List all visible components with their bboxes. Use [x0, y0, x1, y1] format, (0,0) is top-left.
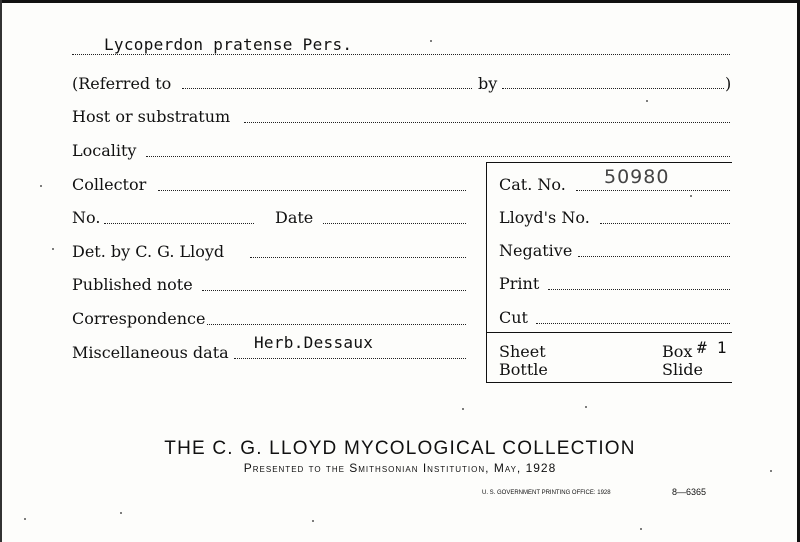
det-label: Det. by C. G. Lloyd: [72, 242, 225, 261]
scan-speck: [770, 470, 772, 472]
published-label: Published note: [72, 275, 193, 294]
species-line: [72, 54, 730, 55]
scan-speck: [52, 248, 54, 250]
cat-no-line: [576, 190, 730, 191]
form-number: 8—6365: [672, 487, 707, 497]
date-label: Date: [275, 208, 314, 227]
host-line: [244, 122, 730, 123]
cut-label: Cut: [499, 308, 528, 327]
referred-to-label: (Referred to: [72, 74, 172, 93]
correspondence-line: [207, 324, 466, 325]
cat-no-label: Cat. No.: [499, 175, 566, 194]
panel-bottom-border: [486, 382, 732, 383]
scan-speck: [640, 528, 642, 530]
box-label: Box: [662, 342, 693, 361]
bottle-label: Bottle: [499, 360, 548, 379]
card-top-edge: [0, 0, 800, 3]
panel-top-border: [486, 162, 732, 163]
no-label: No.: [72, 208, 101, 227]
det-line: [250, 257, 466, 258]
collection-title: THE C. G. LLOYD MYCOLOGICAL COLLECTION: [164, 438, 636, 459]
locality-label: Locality: [72, 141, 137, 160]
box-value: # 1: [697, 338, 727, 357]
correspondence-label: Correspondence: [72, 309, 206, 328]
locality-line: [146, 156, 730, 157]
scan-speck: [462, 408, 464, 410]
sheet-label: Sheet: [499, 342, 546, 361]
collection-subtitle: Presented to the Smithsonian Institution, May, 1928: [243, 461, 557, 475]
host-label: Host or substratum: [72, 107, 231, 126]
no-line: [104, 223, 254, 224]
scan-speck: [585, 406, 587, 408]
printer-imprint: U. S. GOVERNMENT PRINTING OFFICE: 1928: [482, 490, 611, 496]
misc-value: Herb.Dessaux: [254, 333, 374, 352]
scan-speck: [40, 185, 42, 187]
scan-speck: [430, 40, 432, 42]
scan-speck: [120, 512, 122, 514]
scan-speck: [646, 100, 648, 102]
negative-line: [578, 256, 730, 257]
cut-line: [536, 323, 730, 324]
cat-no-value: 50980: [604, 166, 670, 188]
collector-label: Collector: [72, 175, 147, 194]
print-line: [548, 289, 730, 290]
lloyds-no-label: Lloyd's No.: [499, 208, 590, 227]
referred-to-line: [182, 88, 472, 89]
by-label: by: [478, 74, 498, 93]
slide-label: Slide: [662, 360, 703, 379]
misc-line: [234, 358, 466, 359]
scan-speck: [312, 520, 314, 522]
scan-speck: [24, 518, 26, 520]
by-line: [502, 88, 724, 89]
lloyds-no-line: [600, 223, 730, 224]
collector-line: [158, 190, 466, 191]
panel-divider: [486, 332, 732, 333]
panel-left-border: [486, 162, 487, 382]
published-line: [202, 290, 466, 291]
close-paren: ): [725, 74, 732, 93]
negative-label: Negative: [499, 241, 573, 260]
scan-speck: [690, 195, 692, 197]
species-name: Lycoperdon pratense Pers.: [104, 35, 353, 54]
print-label: Print: [499, 274, 540, 293]
misc-label: Miscellaneous data: [72, 343, 229, 362]
date-line: [323, 223, 466, 224]
